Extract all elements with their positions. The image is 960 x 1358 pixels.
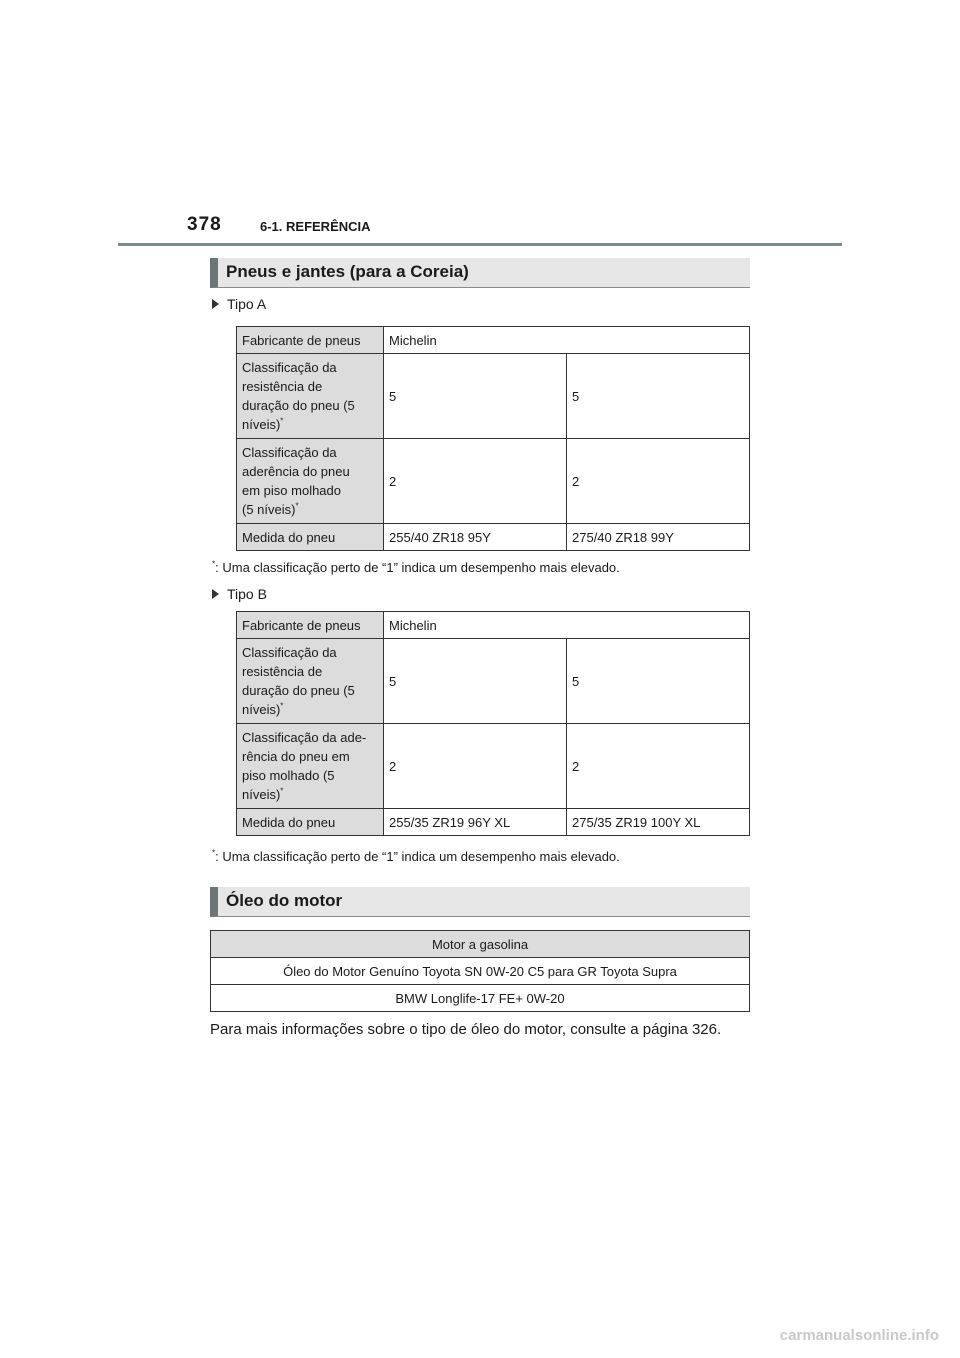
maker-value: Michelin bbox=[384, 612, 750, 639]
type-a-footnote: *: Uma classificação perto de “1” indica um desempenho mais elevado. bbox=[212, 559, 620, 575]
type-b-footnote: *: Uma classificação perto de “1” indica um desempenho mais elevado. bbox=[212, 848, 620, 864]
oil-section-heading bbox=[210, 887, 750, 917]
traction-value: 2 bbox=[567, 439, 750, 524]
table-row bbox=[237, 612, 750, 639]
type-b-label: Tipo B bbox=[212, 586, 267, 602]
table-row bbox=[211, 931, 750, 958]
oil-note: Para mais informações sobre o tipo de óleo do motor, consulte a página 326. bbox=[210, 1021, 722, 1038]
maker-label: Fabricante de pneus bbox=[237, 612, 384, 639]
table-row bbox=[237, 639, 750, 724]
table-row bbox=[211, 985, 750, 1012]
table-row bbox=[237, 724, 750, 809]
oil-section-title: Óleo do motor bbox=[226, 891, 343, 910]
table-row bbox=[237, 354, 750, 439]
tires-section-title: Pneus e jantes (para a Coreia) bbox=[226, 262, 469, 281]
traction-value: 2 bbox=[567, 724, 750, 809]
type-a-table bbox=[236, 326, 750, 551]
type-b-table bbox=[236, 611, 750, 836]
maker-value: Michelin bbox=[384, 327, 750, 354]
size-label: Medida do pneu bbox=[237, 524, 384, 551]
header-rule bbox=[118, 243, 842, 246]
oil-row: BMW Longlife-17 FE+ 0W-20 bbox=[211, 985, 750, 1012]
oil-header: Motor a gasolina bbox=[211, 931, 750, 958]
treadwear-value: 5 bbox=[567, 354, 750, 439]
size-value: 255/40 ZR18 95Y bbox=[384, 524, 567, 551]
table-row bbox=[237, 809, 750, 836]
oil-table bbox=[210, 930, 750, 1012]
treadwear-label: Classificação da resistência de duração do pneu (5 níveis)* bbox=[237, 639, 384, 724]
watermark: carmanualsonline.info bbox=[779, 1327, 939, 1344]
tires-section-heading bbox=[210, 258, 750, 288]
traction-value: 2 bbox=[384, 439, 567, 524]
size-value: 275/35 ZR19 100Y XL bbox=[567, 809, 750, 836]
section-reference: 6-1. REFERÊNCIA bbox=[260, 219, 371, 234]
size-value: 275/40 ZR18 99Y bbox=[567, 524, 750, 551]
page-number: 378 bbox=[187, 214, 222, 235]
maker-label: Fabricante de pneus bbox=[237, 327, 384, 354]
triangle-bullet-icon bbox=[212, 299, 219, 309]
traction-label: Classificação da ade- rência do pneu em piso molhado (5 níveis)* bbox=[237, 724, 384, 809]
page-header bbox=[187, 214, 747, 244]
treadwear-value: 5 bbox=[384, 639, 567, 724]
oil-row: Óleo do Motor Genuíno Toyota SN 0W-20 C5 para GR Toyota Supra bbox=[211, 958, 750, 985]
treadwear-label: Classificação da resistência de duração do pneu (5 níveis)* bbox=[237, 354, 384, 439]
size-value: 255/35 ZR19 96Y XL bbox=[384, 809, 567, 836]
table-row bbox=[237, 524, 750, 551]
triangle-bullet-icon bbox=[212, 589, 219, 599]
table-row bbox=[237, 327, 750, 354]
size-label: Medida do pneu bbox=[237, 809, 384, 836]
type-a-label: Tipo A bbox=[212, 296, 266, 312]
traction-label: Classificação da aderência do pneu em piso molhado (5 níveis)* bbox=[237, 439, 384, 524]
treadwear-value: 5 bbox=[384, 354, 567, 439]
traction-value: 2 bbox=[384, 724, 567, 809]
table-row bbox=[237, 439, 750, 524]
treadwear-value: 5 bbox=[567, 639, 750, 724]
table-row bbox=[211, 958, 750, 985]
